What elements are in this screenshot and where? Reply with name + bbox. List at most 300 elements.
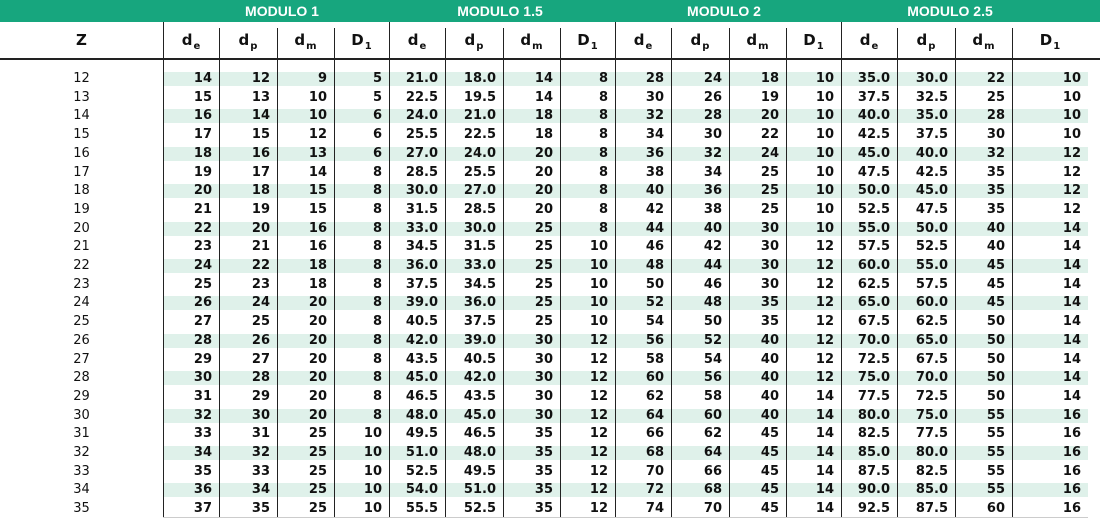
table-cell: 37 bbox=[193, 501, 212, 517]
table-cell: 72.5 bbox=[915, 388, 948, 404]
column-header: $d_p$ bbox=[238, 31, 258, 52]
table-cell: 12 bbox=[815, 351, 834, 367]
table-cell: 54.0 bbox=[405, 482, 438, 498]
table-cell: 24 bbox=[760, 145, 779, 161]
module-title: MODULO 1.5 bbox=[457, 3, 543, 19]
table-cell: 27 bbox=[251, 351, 270, 367]
table-cell: 33.0 bbox=[463, 258, 496, 273]
table-cell: 85.0 bbox=[915, 482, 948, 498]
table-cell: 46.5 bbox=[463, 426, 496, 442]
table-cell: 19.5 bbox=[463, 89, 496, 105]
table-cell: 55.5 bbox=[405, 501, 438, 517]
table-cell: 6 bbox=[372, 145, 382, 161]
table-cell: 20 bbox=[308, 332, 327, 348]
table-cell: 87.5 bbox=[915, 501, 948, 517]
table-cell: 68 bbox=[645, 445, 664, 460]
table-cell: 65.0 bbox=[915, 332, 948, 348]
table-cell: 92.5 bbox=[857, 501, 890, 517]
table-cell: 40.5 bbox=[405, 314, 438, 330]
table-cell: 8 bbox=[372, 351, 382, 367]
table-cell: 13 bbox=[251, 89, 270, 105]
table-cell: 20 bbox=[534, 183, 553, 199]
table-cell: 35.0 bbox=[857, 71, 890, 86]
table-cell: 80.0 bbox=[915, 445, 948, 460]
z-value: 33 bbox=[73, 463, 90, 479]
table-cell: 8 bbox=[598, 164, 608, 180]
z-value: 31 bbox=[73, 426, 90, 442]
table-cell: 25 bbox=[308, 463, 327, 479]
table-cell: 36.0 bbox=[463, 295, 496, 311]
table-cell: 25 bbox=[534, 258, 553, 273]
table-cell: 12 bbox=[815, 295, 834, 311]
table-cell: 27.0 bbox=[405, 145, 438, 161]
table-cell: 27.0 bbox=[463, 183, 496, 199]
table-cell: 40 bbox=[760, 407, 779, 423]
table-cell: 10 bbox=[363, 445, 382, 460]
table-cell: 14 bbox=[1062, 314, 1081, 330]
table-cell: 52.5 bbox=[915, 239, 948, 255]
table-cell: 40 bbox=[760, 351, 779, 367]
table-cell: 50.0 bbox=[915, 220, 948, 236]
table-cell: 35 bbox=[251, 501, 270, 517]
table-cell: 32 bbox=[645, 108, 664, 124]
table-cell: 25 bbox=[760, 164, 779, 180]
table-cell: 28 bbox=[703, 108, 722, 124]
column-header: $d_m$ bbox=[746, 31, 769, 52]
table-cell: 34 bbox=[193, 445, 212, 460]
table-cell: 54 bbox=[645, 314, 664, 330]
table-cell: 28 bbox=[645, 71, 664, 86]
table-cell: 10 bbox=[589, 314, 608, 330]
table-cell: 14 bbox=[193, 71, 212, 86]
table-cell: 15 bbox=[308, 183, 327, 199]
table-cell: 30 bbox=[193, 370, 212, 386]
table-cell: 16 bbox=[308, 220, 327, 236]
table-cell: 23 bbox=[251, 276, 270, 292]
table-cell: 8 bbox=[598, 108, 608, 124]
table-cell: 10 bbox=[363, 463, 382, 479]
table-cell: 20 bbox=[308, 351, 327, 367]
z-value: 32 bbox=[73, 445, 90, 460]
table-cell: 70 bbox=[645, 463, 664, 479]
table-cell: 42.0 bbox=[463, 370, 496, 386]
table-cell: 65.0 bbox=[857, 295, 890, 311]
table-cell: 10 bbox=[815, 201, 834, 217]
table-cell: 26 bbox=[251, 332, 270, 348]
table-cell: 22 bbox=[251, 258, 270, 273]
z-value: 23 bbox=[73, 276, 90, 292]
table-cell: 19 bbox=[251, 201, 270, 217]
table-cell: 22 bbox=[193, 220, 212, 236]
table-cell: 77.5 bbox=[857, 388, 890, 404]
table-cell: 34.5 bbox=[405, 239, 438, 255]
table-cell: 8 bbox=[598, 183, 608, 199]
table-cell: 42.0 bbox=[405, 332, 438, 348]
z-value: 17 bbox=[73, 164, 90, 180]
table-cell: 48 bbox=[645, 258, 664, 273]
table-cell: 56 bbox=[645, 332, 664, 348]
table-cell: 16 bbox=[1062, 463, 1081, 479]
table-cell: 20 bbox=[534, 145, 553, 161]
table-cell: 12 bbox=[251, 71, 270, 86]
header-divider bbox=[0, 58, 1100, 60]
column-divider bbox=[277, 28, 278, 517]
table-cell: 12 bbox=[1062, 201, 1081, 217]
table-cell: 30 bbox=[534, 407, 553, 423]
table-cell: 10 bbox=[815, 183, 834, 199]
table-cell: 10 bbox=[1062, 89, 1081, 105]
table-cell: 14 bbox=[815, 501, 834, 517]
table-cell: 18 bbox=[193, 145, 212, 161]
table-cell: 8 bbox=[372, 258, 382, 273]
table-cell: 12 bbox=[589, 463, 608, 479]
table-cell: 38 bbox=[703, 201, 722, 217]
table-cell: 20 bbox=[534, 164, 553, 180]
table-cell: 47.5 bbox=[915, 201, 948, 217]
table-cell: 55 bbox=[986, 407, 1005, 423]
z-value: 19 bbox=[73, 201, 90, 217]
table-cell: 12 bbox=[815, 370, 834, 386]
column-header: $d_m$ bbox=[294, 31, 317, 52]
table-cell: 35 bbox=[760, 295, 779, 311]
table-cell: 10 bbox=[1062, 71, 1081, 86]
table-cell: 24 bbox=[251, 295, 270, 311]
table-cell: 28 bbox=[986, 108, 1005, 124]
table-cell: 12 bbox=[1062, 164, 1081, 180]
table-cell: 32 bbox=[986, 145, 1005, 161]
table-cell: 12 bbox=[815, 239, 834, 255]
table-cell: 18 bbox=[308, 258, 327, 273]
table-cell: 70 bbox=[703, 501, 722, 517]
table-cell: 62 bbox=[645, 388, 664, 404]
table-cell: 60 bbox=[645, 370, 664, 386]
table-cell: 45 bbox=[986, 258, 1005, 273]
table-cell: 25 bbox=[308, 426, 327, 442]
table-cell: 42 bbox=[645, 201, 664, 217]
column-divider bbox=[786, 28, 787, 517]
table-cell: 62.5 bbox=[915, 314, 948, 330]
table-cell: 48.0 bbox=[463, 445, 496, 460]
table-cell: 12 bbox=[589, 407, 608, 423]
table-cell: 52.5 bbox=[405, 463, 438, 479]
column-header: $D_1$ bbox=[803, 31, 824, 52]
table-cell: 12 bbox=[1062, 145, 1081, 161]
table-cell: 8 bbox=[372, 370, 382, 386]
table-cell: 40 bbox=[986, 239, 1005, 255]
table-cell: 25 bbox=[760, 183, 779, 199]
table-cell: 43.5 bbox=[405, 351, 438, 367]
column-header: $d_p$ bbox=[464, 31, 484, 52]
table-cell: 37.5 bbox=[463, 314, 496, 330]
table-cell: 20 bbox=[251, 220, 270, 236]
table-cell: 12 bbox=[589, 332, 608, 348]
table-cell: 8 bbox=[372, 388, 382, 404]
table-cell: 25.5 bbox=[463, 164, 496, 180]
column-divider bbox=[897, 28, 898, 517]
table-cell: 17 bbox=[193, 127, 212, 143]
table-cell: 16 bbox=[308, 239, 327, 255]
table-cell: 12 bbox=[589, 351, 608, 367]
table-cell: 25 bbox=[308, 482, 327, 498]
table-cell: 35 bbox=[534, 501, 553, 517]
z-value: 27 bbox=[73, 351, 90, 367]
table-cell: 75.0 bbox=[857, 370, 890, 386]
table-cell: 32 bbox=[703, 145, 722, 161]
table-cell: 24 bbox=[703, 71, 722, 86]
table-cell: 75.0 bbox=[915, 407, 948, 423]
table-cell: 38 bbox=[645, 164, 664, 180]
table-cell: 25 bbox=[534, 276, 553, 292]
table-cell: 10 bbox=[815, 71, 834, 86]
table-cell: 14 bbox=[815, 463, 834, 479]
table-cell: 42 bbox=[703, 239, 722, 255]
table-cell: 16 bbox=[1062, 426, 1081, 442]
table-cell: 31.5 bbox=[463, 239, 496, 255]
table-cell: 37.5 bbox=[405, 276, 438, 292]
table-cell: 30 bbox=[760, 220, 779, 236]
column-divider bbox=[1012, 28, 1013, 517]
table-cell: 45 bbox=[986, 295, 1005, 311]
table-cell: 22.5 bbox=[405, 89, 438, 105]
table-cell: 37.5 bbox=[857, 89, 890, 105]
table-cell: 67.5 bbox=[857, 314, 890, 330]
table-cell: 25 bbox=[251, 314, 270, 330]
column-header: $d_m$ bbox=[520, 31, 543, 52]
table-cell: 31 bbox=[251, 426, 270, 442]
table-cell: 35 bbox=[534, 463, 553, 479]
table-cell: 45.0 bbox=[915, 183, 948, 199]
table-cell: 36.0 bbox=[405, 258, 438, 273]
column-header: $D_1$ bbox=[577, 31, 598, 52]
table-cell: 35 bbox=[986, 164, 1005, 180]
z-column-header: Z bbox=[76, 31, 87, 49]
table-cell: 25 bbox=[308, 501, 327, 517]
table-cell: 22 bbox=[986, 71, 1005, 86]
table-cell: 18 bbox=[534, 127, 553, 143]
table-cell: 22.5 bbox=[463, 127, 496, 143]
table-cell: 30 bbox=[534, 388, 553, 404]
table-cell: 48.0 bbox=[405, 407, 438, 423]
table-cell: 66 bbox=[703, 463, 722, 479]
table-cell: 27 bbox=[193, 314, 212, 330]
table-cell: 5 bbox=[372, 71, 382, 86]
table-cell: 22 bbox=[760, 127, 779, 143]
column-header: $d_e$ bbox=[407, 31, 427, 52]
table-cell: 46 bbox=[703, 276, 722, 292]
table-cell: 8 bbox=[598, 71, 608, 86]
table-cell: 40.0 bbox=[857, 108, 890, 124]
table-cell: 35 bbox=[986, 201, 1005, 217]
table-cell: 30 bbox=[760, 239, 779, 255]
table-cell: 40 bbox=[703, 220, 722, 236]
table-cell: 10 bbox=[308, 108, 327, 124]
table-cell: 35 bbox=[534, 445, 553, 460]
table-cell: 62.5 bbox=[857, 276, 890, 292]
table-cell: 29 bbox=[251, 388, 270, 404]
table-cell: 8 bbox=[372, 201, 382, 217]
table-cell: 45.0 bbox=[857, 145, 890, 161]
table-cell: 87.5 bbox=[857, 463, 890, 479]
table-cell: 10 bbox=[589, 295, 608, 311]
table-cell: 8 bbox=[372, 332, 382, 348]
table-cell: 16 bbox=[193, 108, 212, 124]
z-value: 12 bbox=[73, 71, 90, 86]
table-cell: 8 bbox=[598, 220, 608, 236]
table-cell: 55 bbox=[986, 445, 1005, 460]
table-cell: 72 bbox=[645, 482, 664, 498]
table-cell: 52 bbox=[703, 332, 722, 348]
table-cell: 50 bbox=[703, 314, 722, 330]
table-cell: 58 bbox=[703, 388, 722, 404]
table-cell: 8 bbox=[598, 89, 608, 105]
table-cell: 35 bbox=[760, 314, 779, 330]
table-cell: 16 bbox=[1062, 445, 1081, 460]
table-cell: 10 bbox=[815, 108, 834, 124]
table-cell: 60.0 bbox=[857, 258, 890, 273]
table-cell: 46 bbox=[645, 239, 664, 255]
table-cell: 42.5 bbox=[857, 127, 890, 143]
z-value: 29 bbox=[73, 388, 90, 404]
module-title: MODULO 2.5 bbox=[907, 3, 993, 19]
table-cell: 60 bbox=[703, 407, 722, 423]
table-cell: 68 bbox=[703, 482, 722, 498]
table-cell: 52.5 bbox=[857, 201, 890, 217]
table-cell: 28 bbox=[251, 370, 270, 386]
table-cell: 14 bbox=[815, 445, 834, 460]
table-cell: 16 bbox=[1062, 482, 1081, 498]
z-value: 18 bbox=[73, 183, 90, 199]
table-cell: 51.0 bbox=[463, 482, 496, 498]
table-cell: 77.5 bbox=[915, 426, 948, 442]
table-cell: 10 bbox=[1062, 108, 1081, 124]
table-cell: 60 bbox=[986, 501, 1005, 517]
z-value: 24 bbox=[73, 295, 90, 311]
table-cell: 8 bbox=[372, 239, 382, 255]
z-value: 26 bbox=[73, 332, 90, 348]
table-cell: 14 bbox=[534, 89, 553, 105]
table-cell: 14 bbox=[1062, 295, 1081, 311]
table-cell: 34 bbox=[645, 127, 664, 143]
table-cell: 37.5 bbox=[915, 127, 948, 143]
table-cell: 36 bbox=[703, 183, 722, 199]
table-cell: 24.0 bbox=[405, 108, 438, 124]
table-cell: 20 bbox=[308, 370, 327, 386]
table-cell: 70.0 bbox=[915, 370, 948, 386]
z-value: 16 bbox=[73, 145, 90, 161]
table-cell: 10 bbox=[815, 220, 834, 236]
column-divider bbox=[219, 28, 220, 517]
table-cell: 34 bbox=[703, 164, 722, 180]
table-cell: 67.5 bbox=[915, 351, 948, 367]
table-cell: 52 bbox=[645, 295, 664, 311]
table-cell: 12 bbox=[815, 276, 834, 292]
table-cell: 16 bbox=[1062, 501, 1081, 517]
table-cell: 21.0 bbox=[463, 108, 496, 124]
table-cell: 50 bbox=[986, 388, 1005, 404]
table-cell: 45.0 bbox=[463, 407, 496, 423]
table-cell: 30 bbox=[703, 127, 722, 143]
table-cell: 50 bbox=[986, 314, 1005, 330]
table-cell: 18 bbox=[534, 108, 553, 124]
table-cell: 50 bbox=[645, 276, 664, 292]
table-cell: 39.0 bbox=[463, 332, 496, 348]
table-cell: 45 bbox=[760, 482, 779, 498]
table-cell: 58 bbox=[645, 351, 664, 367]
table-cell: 45 bbox=[760, 445, 779, 460]
table-cell: 52.5 bbox=[463, 501, 496, 517]
table-cell: 20 bbox=[308, 407, 327, 423]
table-cell: 30 bbox=[534, 351, 553, 367]
table-cell: 12 bbox=[589, 426, 608, 442]
table-cell: 35 bbox=[986, 183, 1005, 199]
table-cell: 12 bbox=[589, 482, 608, 498]
column-header: $d_e$ bbox=[859, 31, 879, 52]
column-divider bbox=[841, 22, 842, 517]
table-cell: 8 bbox=[372, 164, 382, 180]
column-divider bbox=[671, 28, 672, 517]
table-cell: 40.5 bbox=[463, 351, 496, 367]
table-cell: 24 bbox=[193, 258, 212, 273]
table-cell: 14 bbox=[1062, 220, 1081, 236]
column-header: $d_p$ bbox=[690, 31, 710, 52]
table-cell: 24.0 bbox=[463, 145, 496, 161]
table-cell: 10 bbox=[308, 89, 327, 105]
table-cell: 40 bbox=[760, 332, 779, 348]
table-cell: 44 bbox=[703, 258, 722, 273]
table-cell: 25 bbox=[986, 89, 1005, 105]
table-cell: 23 bbox=[193, 239, 212, 255]
column-divider bbox=[503, 28, 504, 517]
table-cell: 30 bbox=[534, 332, 553, 348]
column-header: $d_e$ bbox=[633, 31, 653, 52]
table-cell: 50.0 bbox=[857, 183, 890, 199]
table-cell: 10 bbox=[589, 258, 608, 273]
table-cell: 31.5 bbox=[405, 201, 438, 217]
table-cell: 33 bbox=[193, 426, 212, 442]
table-cell: 12 bbox=[589, 370, 608, 386]
table-cell: 12 bbox=[1062, 183, 1081, 199]
table-cell: 19 bbox=[760, 89, 779, 105]
table-cell: 25 bbox=[534, 239, 553, 255]
column-divider bbox=[615, 22, 616, 517]
table-cell: 10 bbox=[589, 276, 608, 292]
table-cell: 18.0 bbox=[463, 71, 496, 86]
table-cell: 14 bbox=[1062, 370, 1081, 386]
column-divider bbox=[163, 22, 164, 517]
table-cell: 40 bbox=[645, 183, 664, 199]
table-cell: 35 bbox=[534, 426, 553, 442]
table-cell: 54 bbox=[703, 351, 722, 367]
column-divider bbox=[729, 28, 730, 517]
column-divider bbox=[334, 28, 335, 517]
table-cell: 28.5 bbox=[463, 201, 496, 217]
table-cell: 55 bbox=[986, 426, 1005, 442]
table-cell: 12 bbox=[815, 314, 834, 330]
table-cell: 14 bbox=[1062, 388, 1081, 404]
table-cell: 8 bbox=[372, 276, 382, 292]
table-cell: 14 bbox=[815, 482, 834, 498]
table-cell: 34 bbox=[251, 482, 270, 498]
table-cell: 10 bbox=[815, 127, 834, 143]
z-value: 30 bbox=[73, 407, 90, 423]
table-cell: 40 bbox=[760, 370, 779, 386]
table-cell: 14 bbox=[815, 426, 834, 442]
table-cell: 33 bbox=[251, 463, 270, 479]
table-cell: 51.0 bbox=[405, 445, 438, 460]
table-cell: 64 bbox=[703, 445, 722, 460]
z-value: 13 bbox=[73, 89, 90, 105]
table-cell: 80.0 bbox=[857, 407, 890, 423]
